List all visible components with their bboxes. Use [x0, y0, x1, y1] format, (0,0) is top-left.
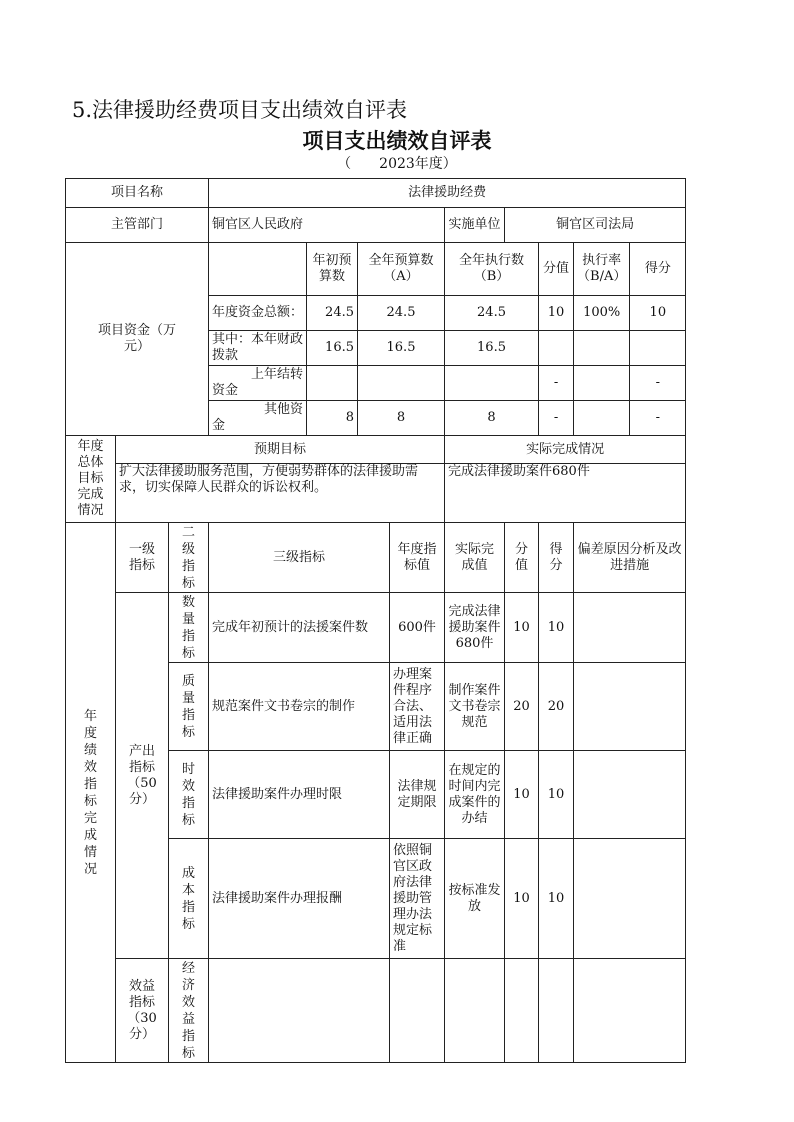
- actual-goal-label: 实际完成情况: [445, 436, 686, 464]
- perf-header: 实际完成值: [445, 523, 505, 593]
- benefit-label: 效益指标（30分）: [116, 959, 169, 1063]
- dept: 铜官区人民政府: [209, 208, 445, 243]
- perf-l2: 时效指标: [181, 761, 195, 828]
- perf-l3: 完成年初预计的法援案件数: [209, 593, 390, 663]
- perf-row: [66, 593, 686, 663]
- perf-header: 年度指标值: [390, 523, 445, 593]
- perf-score-val: 20: [505, 663, 539, 751]
- funds-header: 得分: [630, 243, 686, 296]
- perf-target: 办理案件程序合法、适用法律正确: [390, 663, 445, 751]
- section-heading: 5.法律援助经费项目支出绩效自评表: [72, 98, 408, 122]
- perf-label: 年度绩效指标完成情况: [83, 708, 97, 877]
- perf-l2: 经济效益指标: [181, 960, 195, 1061]
- perf-header: 二级指标: [181, 524, 195, 591]
- funds-row-label: 年度资金总额：: [209, 296, 307, 331]
- funds-budget: [358, 366, 445, 401]
- perf-score: 20: [539, 663, 574, 751]
- project-name-label: 项目名称: [66, 179, 209, 208]
- funds-header: 分值: [539, 243, 574, 296]
- funds-score-val: -: [539, 401, 574, 436]
- expected-goal: 扩大法律援助服务范围，方便弱势群体的法律援助需求，切实保障人民群众的诉讼权利。: [116, 464, 445, 523]
- actual-goal: 完成法律援助案件680件: [445, 464, 686, 523]
- perf-header: 一级指标: [116, 523, 169, 593]
- funds-rate: [574, 366, 630, 401]
- funds-row-label: 其中：本年财政拨款: [209, 331, 307, 366]
- funds-rate: [574, 331, 630, 366]
- perf-actual: 按标准发放: [445, 839, 505, 959]
- perf-header: 三级指标: [209, 523, 390, 593]
- perf-actual: 制作案件文书卷宗规范: [445, 663, 505, 751]
- perf-target: 依照铜官区政府法律援助管理办法规定标准: [390, 839, 445, 959]
- perf-actual: 在规定的时间内完成案件的办结: [445, 751, 505, 839]
- funds-init: 8: [307, 401, 358, 436]
- funds-header: 全年执行数（B）: [445, 243, 539, 296]
- perf-l2: 质量指标: [181, 673, 195, 740]
- funds-budget: 24.5: [358, 296, 445, 331]
- funds-row-label: 其他资金: [209, 401, 307, 436]
- perf-l2: 数量指标: [181, 594, 195, 661]
- perf-score: 10: [539, 839, 574, 959]
- perf-l3: 法律援助案件办理时限: [209, 751, 390, 839]
- funds-score-val: -: [539, 366, 574, 401]
- funds-label: 项目资金（万元）: [66, 243, 209, 436]
- perf-target: 法律规定期限: [390, 751, 445, 839]
- funds-score-val: [539, 331, 574, 366]
- funds-rate: [574, 401, 630, 436]
- expected-goal-label: 预期目标: [116, 436, 445, 464]
- funds-rate: 100%: [574, 296, 630, 331]
- perf-row: [66, 959, 686, 1063]
- funds-header: 执行率（B/A）: [574, 243, 630, 296]
- funds-exec: 8: [445, 401, 539, 436]
- perf-score-val: 10: [505, 839, 539, 959]
- funds-budget: 8: [358, 401, 445, 436]
- perf-score: 10: [539, 751, 574, 839]
- dept-label: 主管部门: [66, 208, 209, 243]
- perf-header: 分值: [505, 523, 539, 593]
- funds-score-val: 10: [539, 296, 574, 331]
- output-label: 产出指标（50分）: [116, 593, 169, 959]
- perf-actual: 完成法律援助案件680件: [445, 593, 505, 663]
- funds-init: 24.5: [307, 296, 358, 331]
- year-label: （ 2023年度）: [337, 156, 457, 172]
- perf-l3: 法律援助案件办理报酬: [209, 839, 390, 959]
- funds-exec: 16.5: [445, 331, 539, 366]
- funds-score: 10: [630, 296, 686, 331]
- funds-init: [307, 366, 358, 401]
- funds-row-label: 上年结转资金: [209, 366, 307, 401]
- impl-label: 实施单位: [445, 208, 505, 243]
- perf-l3: 规范案件文书卷宗的制作: [209, 663, 390, 751]
- funds-exec: 24.5: [445, 296, 539, 331]
- goals-label: 年度总体目标完成情况: [66, 436, 116, 523]
- funds-score: [630, 331, 686, 366]
- funds-header: 年初预算数: [307, 243, 358, 296]
- funds-exec: [445, 366, 539, 401]
- funds-init: 16.5: [307, 331, 358, 366]
- perf-score-val: 10: [505, 593, 539, 663]
- funds-header: 全年预算数（A）: [358, 243, 445, 296]
- performance-table: [65, 178, 686, 1063]
- perf-l2: 成本指标: [181, 865, 195, 932]
- funds-score: -: [630, 401, 686, 436]
- perf-label-cell: [66, 523, 116, 1063]
- funds-budget: 16.5: [358, 331, 445, 366]
- perf-score: 10: [539, 593, 574, 663]
- perf-header: 偏差原因分析及改进措施: [574, 523, 686, 593]
- perf-header-cell: [169, 523, 209, 593]
- funds-score: -: [630, 366, 686, 401]
- perf-target: 600件: [390, 593, 445, 663]
- impl-unit: 铜官区司法局: [505, 208, 686, 243]
- perf-score-val: 10: [505, 751, 539, 839]
- page-title: 项目支出绩效自评表: [302, 128, 492, 153]
- perf-header: 得分: [539, 523, 574, 593]
- project-name: 法律援助经费: [209, 179, 686, 208]
